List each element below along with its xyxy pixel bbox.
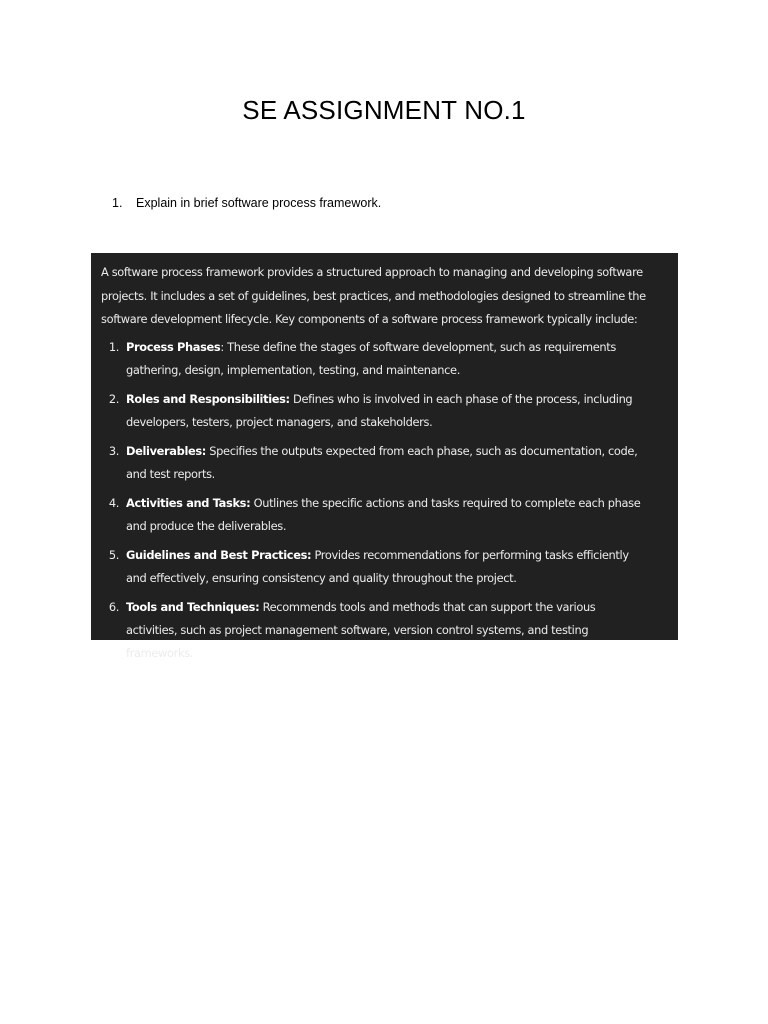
answer-item-text: : These define the stages of software development, such as requirements gathering, design, implementation, testing, and maintenance. — [126, 339, 616, 377]
answer-item-term: Process Phases — [126, 339, 221, 354]
answer-list-item — [101, 544, 668, 590]
answer-item-body — [126, 544, 668, 590]
answer-item-text: Provides recommendations for performing tasks efficiently and effectively, ensuring consistency and quality throughout the project. — [126, 547, 629, 585]
question-list — [112, 196, 381, 210]
answer-item-number: 3. — [108, 443, 119, 458]
answer-item-body — [126, 336, 668, 382]
answer-item-number: 4. — [108, 495, 119, 510]
answer-list-item — [101, 596, 668, 665]
answer-list — [101, 336, 668, 665]
answer-item-term: Deliverables: — [126, 443, 207, 458]
answer-item-number: 5. — [108, 547, 119, 562]
answer-item-body — [126, 388, 668, 434]
answer-item-number: 2. — [108, 391, 119, 406]
answer-item-text: Outlines the specific actions and tasks required to complete each phase and produce the deliverables. — [126, 495, 641, 533]
answer-item-text: Specifies the outputs expected from each phase, such as documentation, code, and test reports. — [126, 443, 638, 481]
answer-item-number: 6. — [108, 599, 119, 614]
answer-item-text: Defines who is involved in each phase of the process, including developers, testers, project managers, and stakeholders. — [126, 391, 633, 429]
answer-item-term: Activities and Tasks: — [126, 495, 251, 510]
question-number: 1. — [112, 196, 123, 210]
answer-list-item — [101, 388, 668, 434]
answer-list-item — [101, 492, 668, 538]
question-text: Explain in brief software process framework. — [136, 196, 382, 210]
answer-item-text: Recommends tools and methods that can support the various activities, such as project management software, version control systems, and testing frameworks. — [126, 599, 596, 660]
answer-item-body — [126, 440, 668, 486]
answer-item-term: Tools and Techniques: — [126, 599, 260, 614]
answer-item-body — [126, 492, 668, 538]
answer-list-item — [101, 440, 668, 486]
answer-item-number: 1. — [108, 339, 119, 354]
answer-screenshot — [91, 253, 678, 660]
answer-item-term: Guidelines and Best Practices: — [126, 547, 312, 562]
answer-item-body — [126, 596, 668, 665]
answer-list-item — [101, 336, 668, 382]
document-title: SE ASSIGNMENT NO.1 — [242, 95, 526, 125]
answer-item-term: Roles and Responsibilities: — [126, 391, 290, 406]
question-item — [112, 196, 381, 210]
answer-intro: A software process framework provides a structured approach to managing and developing software projects. It includes a set of guidelines, best practices, and methodologies designed to streamline the software development lifecycle. Key components of a software process framework typically include: — [101, 265, 646, 326]
